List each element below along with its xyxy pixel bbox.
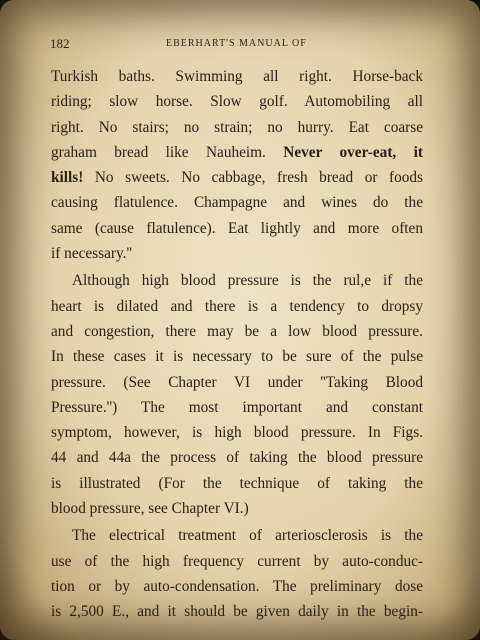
text-line — [51, 165, 423, 190]
text-line: Turkish baths. Swimming all right. Horse-back — [51, 68, 423, 85]
text-line: causing flatulence. Champagne and wines do the — [51, 194, 423, 212]
text-line: Pressure.'') The most important and constant — [51, 398, 423, 416]
text-line: riding; slow horse. Slow golf. Automobiling all — [51, 93, 423, 111]
text-line: 44 and 44a the process of taking the blood pressure — [51, 449, 423, 467]
text-line: heart is dilated and there is a tendency to dropsy — [51, 297, 423, 315]
paragraph — [51, 268, 423, 521]
text-line: and congestion, there may be a low blood pressure. — [51, 322, 423, 340]
text-line: is illustrated (For the technique of taking the — [51, 474, 423, 492]
text-line: tion or by auto-condensation. The preliminary dose — [51, 577, 423, 595]
text-line: symptom, however, is high blood pressure. In Figs. — [51, 424, 423, 442]
text-line: if necessary.'' — [51, 245, 132, 263]
page-number: 182 — [50, 36, 70, 51]
text-span: graham bread like Nauheim. — [51, 143, 284, 161]
text-line: pressure. (See Chapter VI under ''Taking Blood — [51, 373, 423, 391]
text-span: No sweets. No cabbage, fresh bread or foods — [83, 169, 423, 187]
bold-emphasis: Never over-eat, it — [283, 143, 423, 161]
bold-emphasis: kills! — [51, 169, 84, 187]
page-header — [50, 36, 430, 56]
text-line: Although high blood pressure is the rul,e if the — [72, 272, 423, 290]
text-line: use of the high frequency current by auto-conduc- — [51, 552, 423, 570]
paragraph — [51, 64, 423, 266]
text-line: same (cause flatulence). Eat lightly and more often — [51, 219, 423, 237]
text-line: is 2,500 E., and it should be given daily in the begin- — [51, 603, 423, 621]
text-line — [51, 140, 423, 165]
paragraph — [51, 523, 423, 624]
running-head: EBERHART'S MANUAL OF — [166, 38, 307, 49]
text-line: blood pressure, see Chapter VI.) — [51, 500, 249, 518]
text-line: right. No stairs; no strain; no hurry. Eat coarse — [51, 118, 423, 136]
text-line: The electrical treatment of arteriosclerosis is the — [72, 527, 423, 545]
body-text — [51, 64, 423, 625]
text-line: In these cases it is necessary to be sure of the pulse — [51, 348, 423, 366]
